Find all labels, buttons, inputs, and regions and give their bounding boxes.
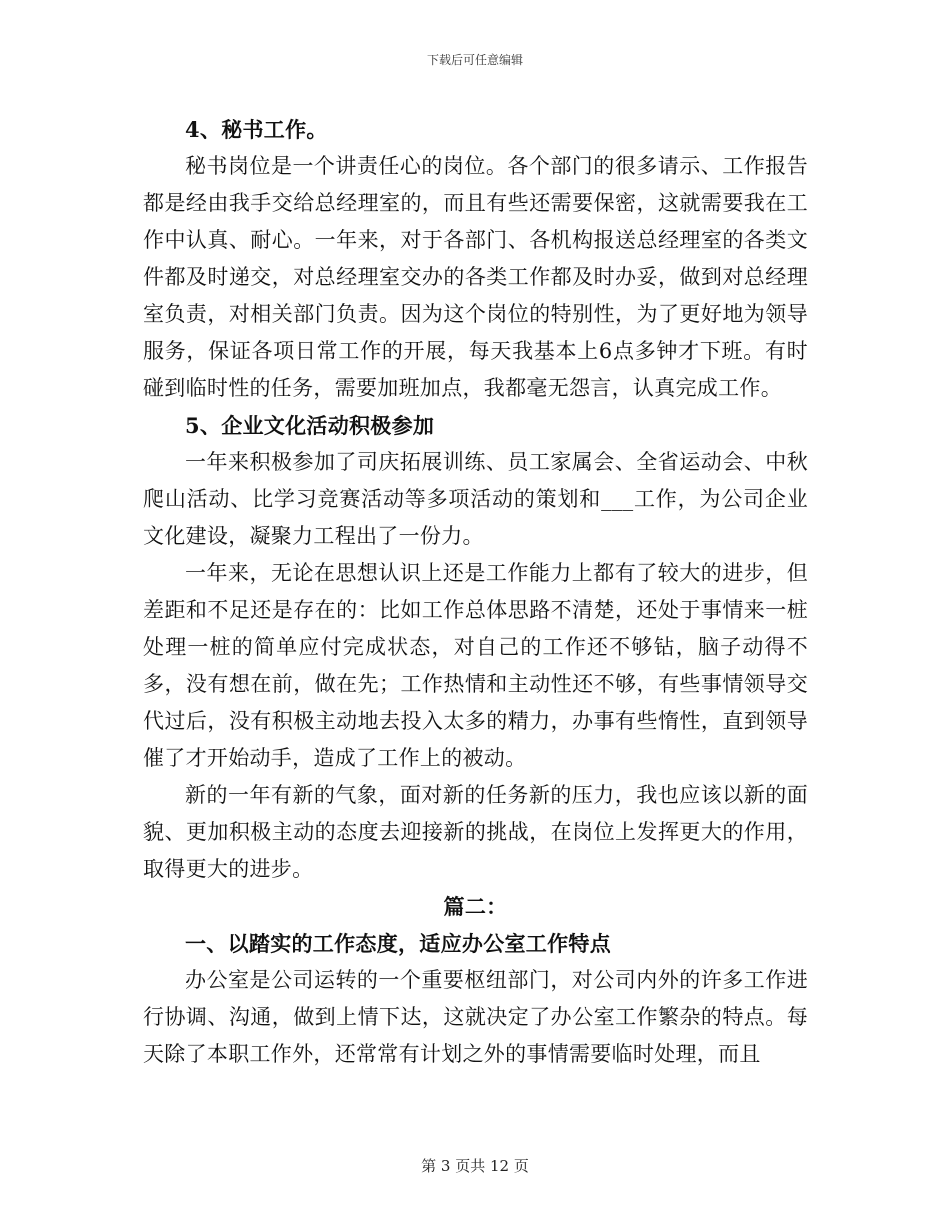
heading-culture-activities: 5、企业文化活动积极参加 (185, 413, 435, 438)
document-body (143, 111, 808, 1073)
page-header: 下载后可任意编辑 (426, 53, 523, 67)
paragraph-progress-shortcomings: 一年来，无论在思想认识上还是工作能力上都有了较大的进步，但差距和不足还是存在的：比如工作总体思路不清楚，还处于事情来一桩处理一桩的简单应付完成状态，对自己的工作还不够钻，脑子动得不多，没有想在前，做在先；工作热情和主动性还不够，有些事情领导交代过后，没有积极主动地去投入太多的精力，办事有些惰性，直到领导催了才开始动手，造成了工作上的被动。 (143, 561, 808, 770)
paragraph-office-role: 办公室是公司运转的一个重要枢纽部门，对公司内外的许多工作进行协调、沟通，做到上情下达，这就决定了办公室工作繁杂的特点。每天除了本职工作外，还常常有计划之外的事情需要临时处理，而且 (143, 968, 808, 1066)
paragraph-new-year: 新的一年有新的气象，面对新的任务新的压力，我也应该以新的面貌、更加积极主动的态度去迎接新的挑战，在岗位上发挥更大的作用，取得更大的进步。 (143, 783, 808, 881)
paragraph-culture-activities: 一年来积极参加了司庆拓展训练、员工家属会、全省运动会、中秋爬山活动、比学习竞赛活动等多项活动的策划和___工作，为公司企业文化建设，凝聚力工程出了一份力。 (143, 450, 808, 548)
heading-work-attitude: 一、以踏实的工作态度，适应办公室工作特点 (185, 931, 611, 956)
page-footer: 第 3 页共 12 页 (421, 1157, 529, 1175)
section-title: 篇二： (443, 894, 508, 919)
heading-secretary-work: 4、秘书工作。 (185, 117, 328, 142)
paragraph-secretary-work: 秘书岗位是一个讲责任心的岗位。各个部门的很多请示、工作报告都是经由我手交给总经理室的，而且有些还需要保密，这就需要我在工作中认真、耐心。一年来，对于各部门、各机构报送总经理室的各类文件都及时递交，对总经理室交办的各类工作都及时办妥，做到对总经理室负责，对相关部门负责。因为这个岗位的特别性，为了更好地为领导服务，保证各项日常工作的开展，每天我基本上6点多钟才下班。有时碰到临时性的任务，需要加班加点，我都毫无怨言，认真完成工作。 (143, 154, 808, 400)
